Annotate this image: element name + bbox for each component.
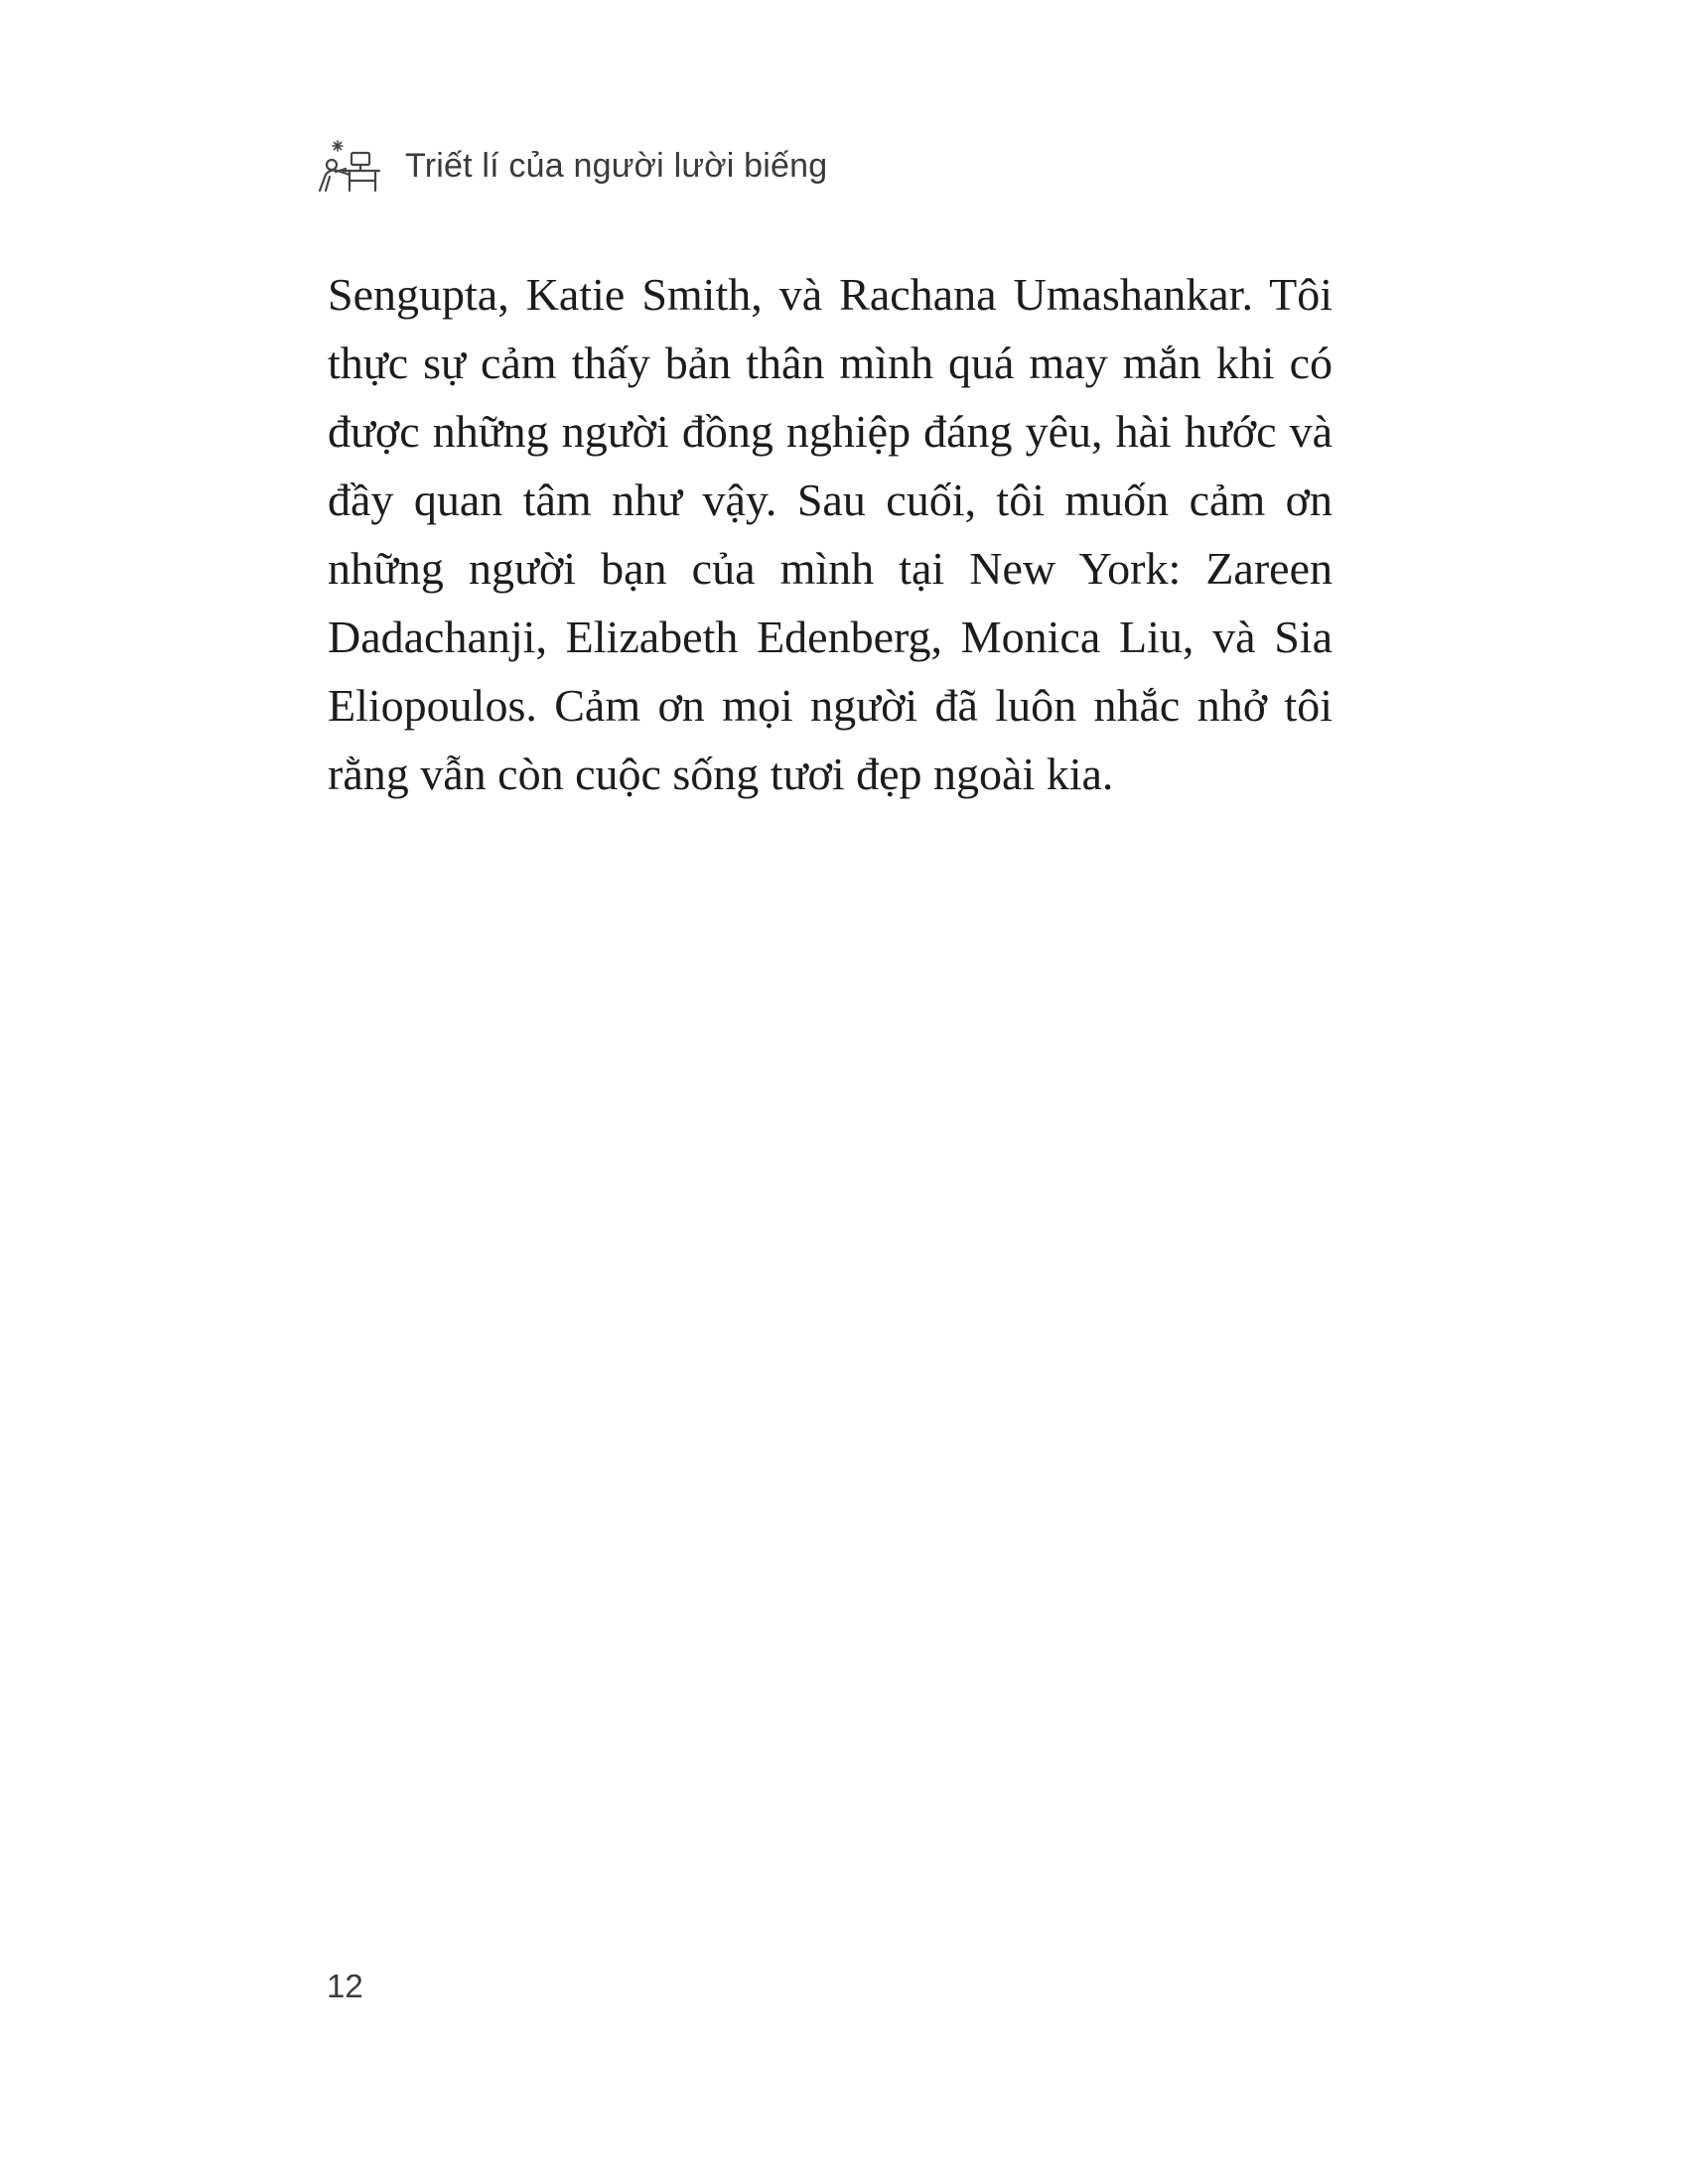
page-number: 12 xyxy=(327,1968,363,2004)
lazy-person-at-desk-icon xyxy=(316,139,381,193)
body-paragraph: Sengupta, Katie Smith, và Rachana Umashankar. Tôi thực sự cảm thấy bản thân mình quá may mắn khi có được những người đồng nghiệp đáng yêu, hài hước và đầy quan tâm như vậy. Sau cuối, tôi muốn cảm ơn những người bạn của mình tại New York: Zareen Dadachanji, Elizabeth Edenberg, Monica Liu, và Sia Eliopoulos. Cảm ơn mọi người đã luôn nhắc nhở tôi rằng vẫn còn cuộc sống tươi đẹp ngoài kia. xyxy=(328,269,1333,799)
running-header xyxy=(316,139,827,193)
running-header-title: Triết lí của người lười biếng xyxy=(405,146,828,185)
